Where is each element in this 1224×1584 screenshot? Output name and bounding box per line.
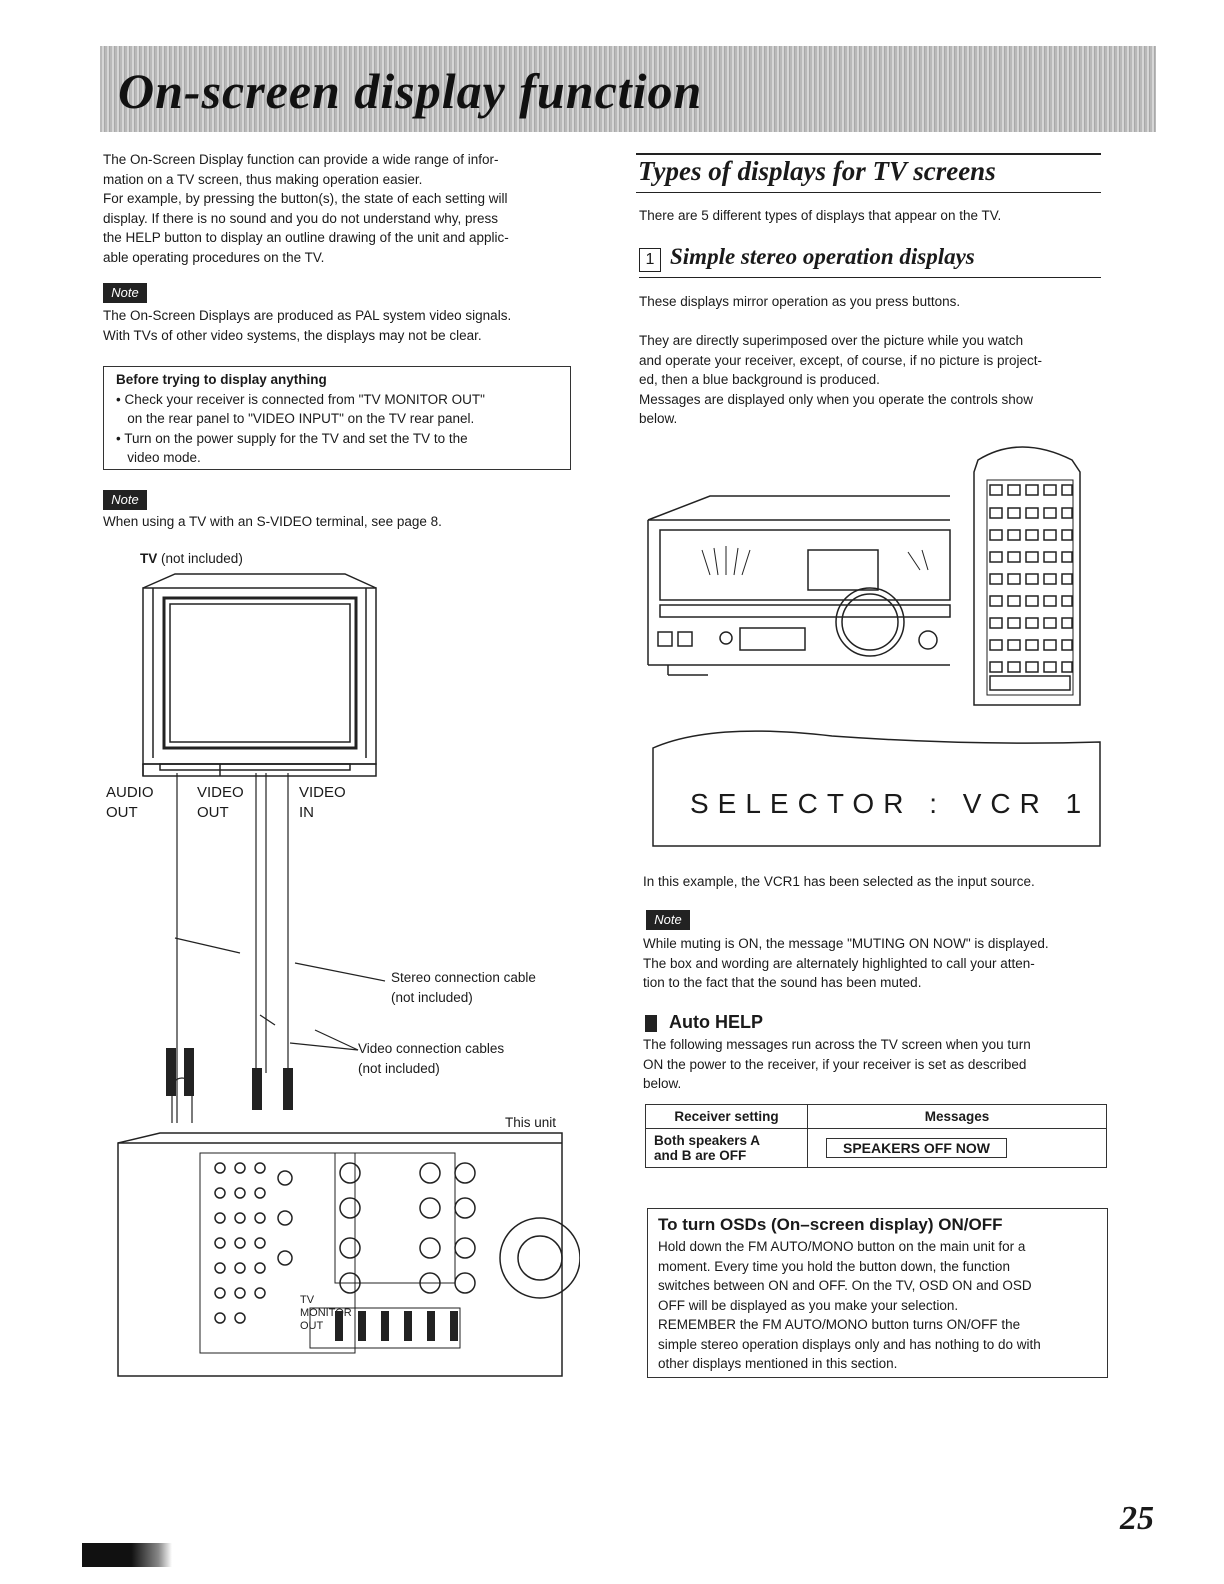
table-row (646, 1129, 1107, 1168)
remote-control (974, 447, 1080, 705)
intro-line: mation on a TV screen, thus making operation easier. (103, 171, 423, 187)
audio-out-label (106, 783, 154, 823)
intro-line: display. If there is no sound and you do not understand why, press (103, 210, 498, 226)
plugs (166, 1048, 293, 1110)
video-in-line: VIDEO (299, 784, 346, 801)
types-heading: Types of displays for TV screens (638, 156, 996, 186)
speaker-terminals (335, 1311, 458, 1341)
out-label: OUT (300, 1320, 324, 1332)
para2-line: ed, then a blue background is produced. (639, 372, 880, 387)
receiver-jacks (215, 1163, 580, 1323)
tv-label (140, 549, 243, 569)
para2-line: They are directly superimposed over the picture while you watch (639, 333, 1024, 348)
intro-line: the HELP button to display an outline drawing of the unit and applic- (103, 230, 509, 245)
before-box-line: on the rear panel to "VIDEO INPUT" on the TV rear panel. (116, 411, 475, 426)
note-badge: Note (103, 490, 147, 510)
intro-line: The On-Screen Display function can provide a wide range of infor- (103, 152, 499, 167)
before-box-line: • Turn on the power supply for the TV and set the TV to the (116, 430, 468, 446)
para2-line: Messages are displayed only when you operate the controls show (639, 391, 1033, 407)
para2-line: below. (639, 411, 678, 426)
muting-note-line: tion to the fact that the sound has been muted. (643, 975, 922, 990)
audio-out-line: AUDIO (106, 784, 154, 801)
selector-display-text: SELECTOR : VCR 1 (690, 788, 1091, 819)
stereo-cable-label (391, 968, 536, 1007)
section-para2 (639, 331, 1109, 429)
section-para1: These displays mirror operation as you press buttons. (639, 294, 961, 309)
section-number: 1 (639, 248, 661, 272)
table-header-setting: Receiver setting (646, 1105, 808, 1129)
section-rule (639, 277, 1101, 278)
osd-box-line: other displays mentioned in this section. (658, 1356, 898, 1371)
intro-line: For example, by pressing the button(s), the state of each setting will (103, 191, 508, 206)
heading-rule-top (636, 153, 1101, 155)
before-box-line: video mode. (116, 450, 201, 465)
auto-help-text (643, 1035, 1113, 1094)
video-in-line: IN (299, 804, 314, 821)
osd-box-title: To turn OSDs (On–screen display) ON/OFF (658, 1215, 1003, 1234)
page-banner (100, 46, 1156, 132)
osd-box-line: moment. Every time you hold the button down, the function (658, 1258, 1010, 1274)
note2-text: When using a TV with an S-VIDEO terminal, see page 8. (103, 514, 442, 529)
tv-illustration (143, 574, 376, 776)
video-cable-line: Video connection cables (358, 1041, 505, 1056)
note1-line: The On-Screen Displays are produced as PAL system video signals. (103, 308, 512, 323)
video-out-label (197, 783, 244, 823)
auto-help-title: Auto HELP (669, 1012, 763, 1032)
muting-note (643, 934, 1113, 993)
auto-help-line: below. (643, 1076, 682, 1091)
video-cable-line: (not included) (358, 1060, 440, 1076)
table-header-row (646, 1105, 1107, 1129)
osd-box-line: REMEMBER the FM AUTO/MONO button turns ON/OFF the (658, 1317, 1021, 1332)
para2-line: and operate your receiver, except, of course, if no picture is project- (639, 352, 1042, 368)
auto-help-marker (645, 1015, 657, 1032)
note1-text (103, 306, 573, 345)
stereo-cable-line: Stereo connection cable (391, 970, 536, 985)
osd-box-line: Hold down the FM AUTO/MONO button on the main unit for a (658, 1239, 1026, 1254)
auto-help-table (645, 1104, 1107, 1168)
receiver-remote-illustration (640, 440, 1100, 710)
types-subtext: There are 5 different types of displays that appear on the TV. (639, 208, 1002, 223)
audio-out-line: OUT (106, 804, 138, 821)
osd-box-line: OFF will be displayed as you make your selection. (658, 1297, 959, 1313)
page-title: On-screen display function (118, 63, 703, 119)
example-text: In this example, the VCR1 has been selected as the input source. (643, 874, 1035, 889)
muting-note-line: While muting is ON, the message "MUTING ON NOW" is displayed. (643, 936, 1049, 951)
setting-line: and B are OFF (654, 1148, 747, 1163)
auto-help-line: The following messages run across the TV screen when you turn (643, 1037, 1031, 1052)
heading-rule-bottom (636, 192, 1101, 193)
intro-text (103, 150, 573, 267)
video-in-label (299, 783, 346, 823)
table-cell-message (808, 1129, 1107, 1168)
tv-small-label: TV (300, 1294, 315, 1306)
auto-help-line: ON the power to the receiver, if your receiver is set as described (643, 1056, 1027, 1072)
speakers-off-message: SPEAKERS OFF NOW (826, 1138, 1007, 1158)
before-box-title: Before trying to display anything (116, 372, 327, 387)
tv-label-bold: TV (140, 551, 158, 566)
page-number: 25 (1120, 1500, 1154, 1537)
stereo-cable-line: (not included) (391, 989, 473, 1005)
cables (172, 773, 385, 1123)
table-cell-setting (646, 1129, 808, 1168)
osd-box-line: switches between ON and OFF. On the TV, OSD ON and OSD (658, 1278, 1032, 1293)
table-header-messages: Messages (808, 1105, 1107, 1129)
note-badge: Note (646, 910, 690, 930)
note-badge: Note (103, 283, 147, 303)
before-box (103, 366, 571, 470)
muting-note-line: The box and wording are alternately highlighted to call your atten- (643, 955, 1035, 971)
this-unit-label: This unit (505, 1115, 557, 1130)
corner-scan-mark (82, 1543, 172, 1567)
tv-label-rest: (not included) (157, 551, 243, 566)
osd-box (647, 1208, 1108, 1378)
before-box-line: • Check your receiver is connected from "TV MONITOR OUT" (116, 391, 485, 407)
monitor-label: MONITOR (300, 1307, 352, 1319)
receiver-front (648, 496, 950, 675)
intro-line: able operating procedures on the TV. (103, 249, 325, 265)
note1-line: With TVs of other video systems, the displays may not be clear. (103, 327, 482, 343)
setting-line: Both speakers A (654, 1133, 761, 1148)
video-out-line: VIDEO (197, 784, 244, 801)
section-title: Simple stereo operation displays (670, 244, 975, 269)
video-out-line: OUT (197, 804, 229, 821)
video-cable-label (358, 1039, 504, 1078)
osd-box-line: simple stereo operation displays only and has nothing to do with (658, 1336, 1041, 1352)
